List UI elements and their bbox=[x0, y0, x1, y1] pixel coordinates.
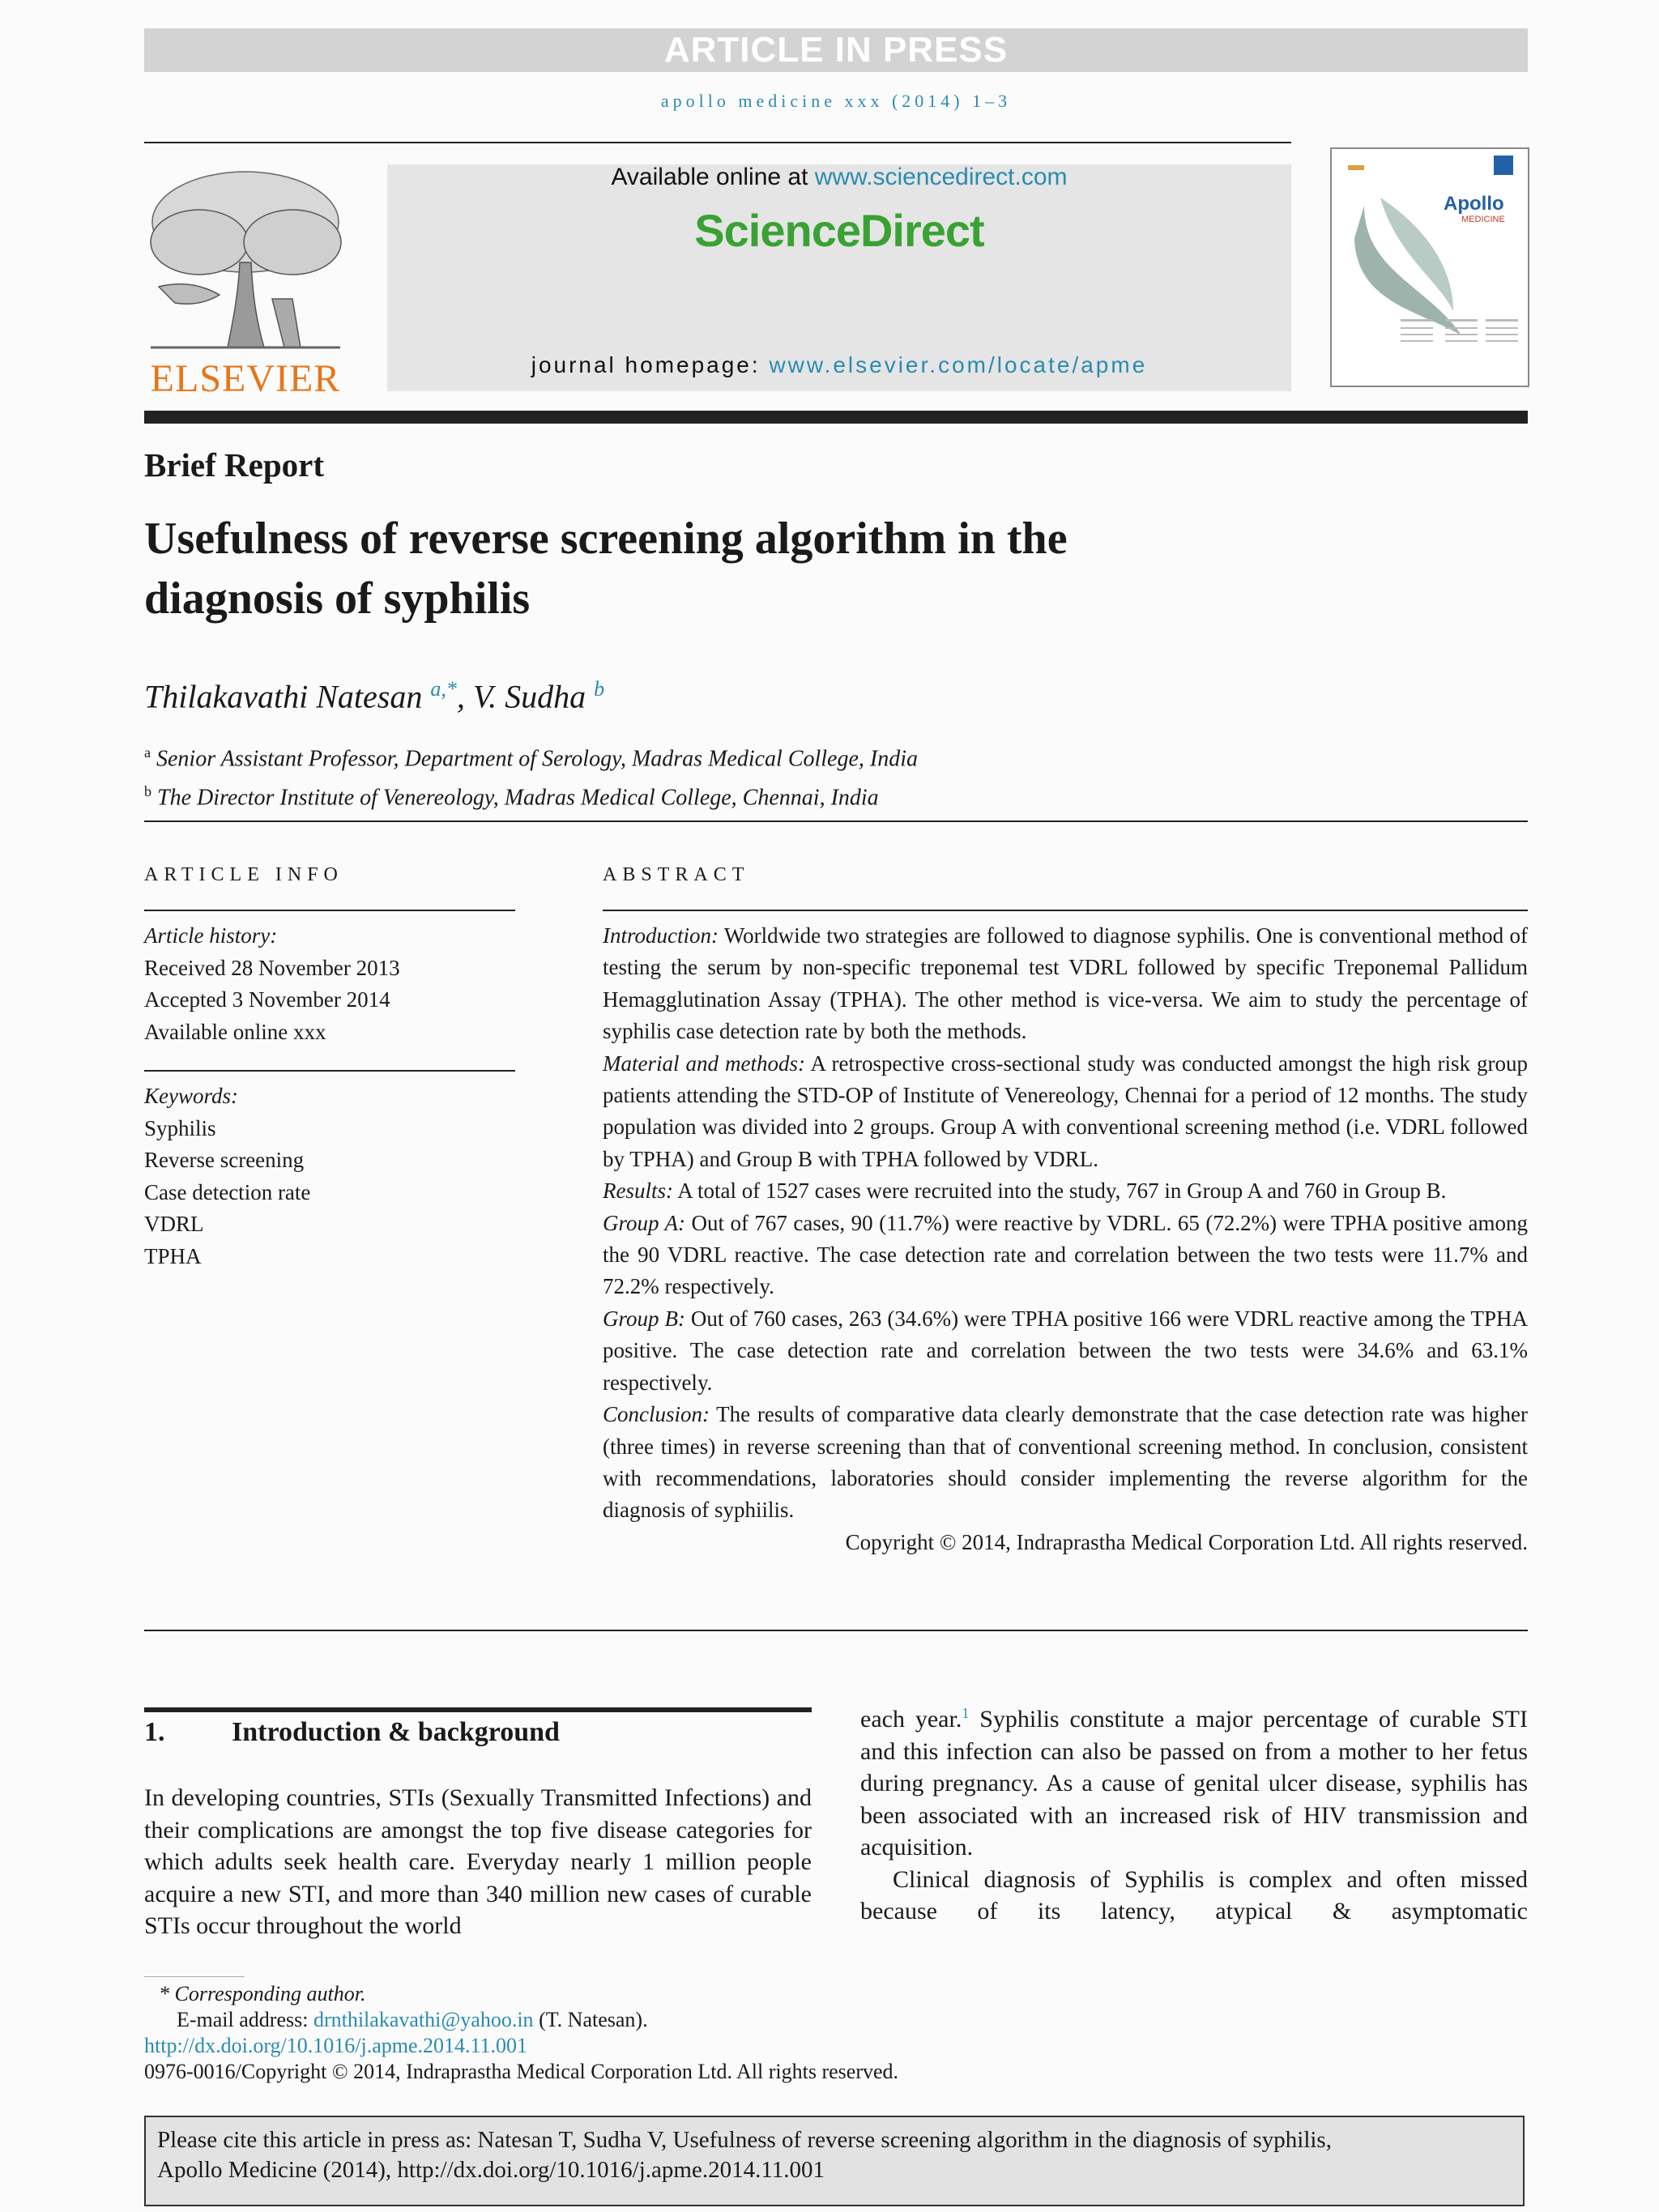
section-heading bbox=[144, 1717, 560, 1748]
body-text-span: each year. bbox=[860, 1706, 962, 1733]
abstract-conclusion bbox=[603, 1399, 1528, 1527]
received-date: Received 28 November 2013 bbox=[144, 955, 400, 980]
author-1: Thilakavathi Natesan bbox=[144, 678, 423, 715]
email-label: E-mail address: bbox=[177, 2008, 313, 2031]
sciencedirect-logo: ScienceDirect bbox=[694, 205, 984, 256]
accepted-date: Accepted 3 November 2014 bbox=[144, 987, 390, 1012]
abstract-heading: ABSTRACT bbox=[603, 864, 750, 885]
abstract-group-a-label: Group A: bbox=[603, 1210, 685, 1235]
journal-homepage-label: journal homepage: bbox=[531, 352, 770, 377]
footnotes bbox=[144, 1981, 1528, 2085]
affiliation-a-text: Senior Assistant Professor, Department of Serology, Madras Medical College, India bbox=[156, 746, 919, 772]
abstract-introduction-text: Worldwide two strategies are followed to diagnose syphilis. One is conventional method of testing the serum by non-specific treponemal test VDRL followed by specific Treponemal Pallidum Hemagglutination Assay (TPHA). The other method is vice-versa. We aim to study the percentage of syphilis case detection rate by both the methods. bbox=[603, 923, 1528, 1044]
abstract-group-b-label: Group B: bbox=[603, 1306, 685, 1331]
journal-cover-art bbox=[1332, 149, 1528, 386]
body-left-column bbox=[144, 1782, 812, 1942]
keyword: VDRL bbox=[144, 1212, 204, 1236]
elsevier-wordmark: ELSEVIER bbox=[150, 357, 341, 400]
available-online-line bbox=[387, 164, 1291, 191]
affiliation-a bbox=[144, 736, 918, 775]
body-paragraph: In developing countries, STIs (Sexually Transmitted Infections) and their complications are amongst the top five disease categories for which adults seek health care. Everyday nearly 1 million people acquire a new STI, and more than 340 million new cases of curable STIs occur throughout the world bbox=[144, 1784, 812, 1939]
cover-sub-text: MEDICINE bbox=[1461, 215, 1505, 224]
header-rule bbox=[144, 142, 1291, 143]
email-link[interactable]: drnthilakavathi@yahoo.in bbox=[313, 2008, 534, 2031]
abstract-results-text: A total of 1527 cases were recruited into the study, 767 in Group A and 760 in Group B. bbox=[673, 1178, 1447, 1204]
citation-box bbox=[144, 2116, 1525, 2206]
abstract-group-b-text: Out of 760 cases, 263 (34.6%) were TPHA positive 166 were VDRL reactive among the TPHA positive. The case detection rate and correlation between the two tests were 34.6% and 63.1% respectively. bbox=[603, 1306, 1528, 1395]
author-2: V. Sudha bbox=[472, 678, 586, 715]
author-2-affiliation-mark[interactable]: b bbox=[594, 677, 605, 701]
issn-copyright: 0976-0016/Copyright © 2014, Indraprastha Medical Corporation Ltd. All rights reserved. bbox=[144, 2060, 899, 2083]
author-1-affiliation-mark[interactable]: a,* bbox=[430, 677, 457, 701]
abstract-end-rule bbox=[144, 1630, 1528, 1631]
cover-brand-text: Apollo bbox=[1444, 193, 1504, 215]
email-line bbox=[144, 2007, 1528, 2033]
keywords-label: Keywords: bbox=[144, 1084, 238, 1108]
article-history-label: Article history: bbox=[144, 923, 278, 948]
sciencedirect-link[interactable]: www.sciencedirect.com bbox=[814, 164, 1068, 190]
affiliation-a-mark: a bbox=[144, 744, 151, 761]
affiliations bbox=[144, 736, 918, 815]
abstract-group-a-text: Out of 767 cases, 90 (11.7%) were reactive by VDRL. 65 (72.2%) were TPHA positive among the 90 VDRL reactive. The case detection rate and correlation between the two tests were 11.7% and 72.2% respectively. bbox=[603, 1210, 1528, 1299]
abstract-introduction bbox=[603, 920, 1528, 1048]
article-title-line1: Usefulness of reverse screening algorithm in the bbox=[144, 514, 1068, 564]
abstract-conclusion-label: Conclusion: bbox=[603, 1402, 710, 1427]
abstract-rule bbox=[603, 910, 1528, 911]
header-thick-rule bbox=[144, 411, 1528, 424]
abstract-methods bbox=[603, 1048, 1528, 1176]
running-head: apollo medicine xxx (2014) 1–3 bbox=[660, 91, 1012, 111]
abstract-group-b bbox=[603, 1303, 1528, 1399]
body-paragraph bbox=[860, 1698, 1528, 1864]
body-text-span: Syphilis constitute a major percentage of curable STI and this infection can also be passed on from a mother to her fetus during pregnancy. As a cause of genital ulcer disease, syphilis has been associated with an increased risk of HIV transmission and acquisition. bbox=[860, 1706, 1529, 1860]
article-info-rule bbox=[144, 910, 515, 911]
abstract-results-label: Results: bbox=[603, 1178, 673, 1204]
available-online-date: Available online xxx bbox=[144, 1019, 326, 1044]
abstract-methods-label: Material and methods: bbox=[603, 1051, 805, 1076]
keyword: Syphilis bbox=[144, 1115, 216, 1140]
abstract-copyright: Copyright © 2014, Indraprastha Medical Corporation Ltd. All rights reserved. bbox=[845, 1529, 1528, 1554]
journal-cover-thumbnail bbox=[1330, 147, 1529, 387]
article-title-line2: diagnosis of syphilis bbox=[144, 573, 531, 624]
available-online-text: Available online at bbox=[611, 164, 815, 190]
body-paragraph: Clinical diagnosis of Syphilis is complex and often missed because of its latency, atypical & asymptomatic bbox=[860, 1865, 1528, 1924]
journal-homepage-line bbox=[387, 352, 1291, 378]
abstract-body bbox=[603, 920, 1528, 1558]
article-info-heading: ARTICLE INFO bbox=[144, 864, 343, 885]
author-separator: , bbox=[456, 678, 473, 715]
footnote-rule bbox=[144, 1976, 245, 1977]
section-number: 1. bbox=[144, 1717, 165, 1747]
article-type: Brief Report bbox=[144, 446, 324, 484]
article-in-press-banner: ARTICLE IN PRESS bbox=[144, 28, 1528, 72]
keyword: TPHA bbox=[144, 1243, 202, 1268]
corresponding-author-note: * Corresponding author. bbox=[159, 1982, 366, 2005]
section-rule bbox=[144, 1707, 812, 1712]
doi-link[interactable]: http://dx.doi.org/10.1016/j.apme.2014.11.001 bbox=[144, 2034, 528, 2057]
affiliation-b-mark: b bbox=[144, 783, 151, 800]
article-title bbox=[144, 509, 1521, 629]
email-suffix: (T. Natesan). bbox=[533, 2008, 648, 2031]
abstract-introduction-label: Introduction: bbox=[603, 923, 719, 948]
citation-line1: Please cite this article in press as: Natesan T, Sudha V, Usefulness of reverse screening algorithm in the diagnosis of syphilis, bbox=[157, 2127, 1332, 2153]
abstract-methods-text: A retrospective cross-sectional study was conducted amongst the high risk group patients attending the STD-OP of Institute of Venereology, Chennai for a period of 12 months. The study population was divided into 2 groups. Group A with conventional screening method (i.e. VDRL followed by TPHA) and Group B with TPHA followed by VDRL. bbox=[603, 1051, 1528, 1171]
reference-link[interactable]: 1 bbox=[962, 1705, 970, 1721]
journal-homepage-link[interactable]: www.elsevier.com/locate/apme bbox=[769, 352, 1148, 377]
section-title: Introduction & background bbox=[232, 1717, 560, 1747]
author-list bbox=[144, 677, 604, 715]
abstract-conclusion-text: The results of comparative data clearly demonstrate that the case detection rate was higher (three times) in reverse screening than that of conventional screening method. In conclusion, consistent with recommendations, laboratories should consider implementing the reverse algorithm for the diagnosis of syphiilis. bbox=[603, 1402, 1528, 1523]
body-right-column bbox=[860, 1698, 1528, 1928]
keywords bbox=[144, 1080, 310, 1272]
affiliation-b bbox=[144, 775, 918, 814]
citation-line2: Apollo Medicine (2014), http://dx.doi.org/10.1016/j.apme.2014.11.001 bbox=[157, 2157, 825, 2183]
article-history bbox=[144, 920, 400, 1048]
keywords-rule bbox=[144, 1070, 515, 1072]
abstract-group-a bbox=[603, 1208, 1528, 1303]
keyword: Case detection rate bbox=[144, 1179, 311, 1204]
affiliation-rule bbox=[144, 820, 1528, 822]
keyword: Reverse screening bbox=[144, 1148, 305, 1172]
affiliation-b-text: The Director Institute of Venereology, Madras Medical College, Chennai, India bbox=[157, 785, 879, 811]
abstract-results bbox=[603, 1175, 1528, 1207]
